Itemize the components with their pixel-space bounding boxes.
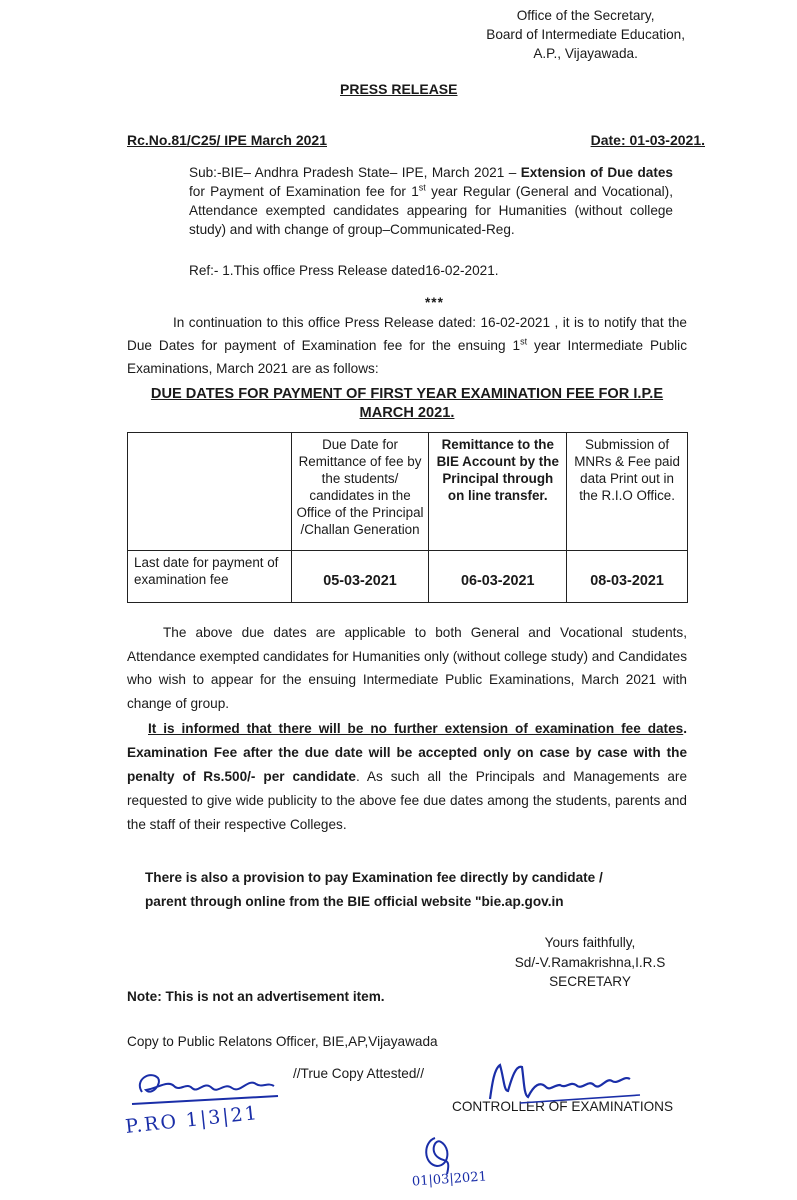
table-row-label: Last date for payment of examination fee: [128, 551, 292, 603]
copy-to: Copy to Public Relatons Officer, BIE,AP,Vijayawada: [127, 1034, 438, 1049]
online-payment-paragraph: There is also a provision to pay Examination fee directly by candidate / parent through online from the BIE official website "bie.ap.gov.in: [145, 870, 603, 909]
applicability-paragraph: [127, 621, 687, 715]
table-header-cell: Remittance to the BIE Account by the Principal through on line transfer.: [429, 433, 567, 551]
signature-line-1: Yours faithfully,: [544, 935, 636, 950]
intro-part-b: year Intermediate Public Examinations, March 2021 are as follows:: [127, 338, 687, 376]
signature-block: [500, 933, 680, 992]
penalty-notice: . Examination Fee after the due date will be accepted only on case by case with the penalty of Rs.500/- per candidate: [127, 721, 687, 784]
table-cell: 06-03-2021: [429, 551, 567, 603]
table-header-cell: Due Date for Remittance of fee by the students/ candidates in the Office of the Principal /Challan Generation: [291, 433, 429, 551]
subject-bold: Extension of Due dates: [520, 165, 673, 180]
table-row: [128, 551, 688, 603]
table-cell: 08-03-2021: [567, 551, 688, 603]
controller-title: CONTROLLER OF EXAMINATIONS: [452, 1099, 674, 1114]
office-line-3: A.P., Vijayawada.: [533, 46, 638, 61]
table-header-cell: [128, 433, 292, 551]
table-header-cell: Submission of MNRs & Fee paid data Print out in the R.I.O Office.: [567, 433, 688, 551]
intro-part-a: In continuation to this office Press Release dated: 16-02-2021 , it is to notify that the Due Dates for payment of Examination fee for the ensuing 1: [127, 315, 687, 353]
intro-paragraph: [127, 311, 687, 380]
reference-number: Rc.No.81/C25/ IPE March 2021: [127, 132, 327, 148]
table-cell: 05-03-2021: [291, 551, 429, 603]
table-header-row: [128, 433, 688, 551]
no-extension-paragraph: [127, 717, 687, 837]
subject-sup: st: [418, 182, 426, 193]
office-line-1: Office of the Secretary,: [516, 8, 655, 23]
signature-line-3: SECRETARY: [549, 974, 631, 989]
subject-rest: year Regular (General and Vocational), Attendance exempted candidates appearing for Humanities (without college study) and with change of group–Communicated-Reg.: [189, 184, 673, 237]
page-title: PRESS RELEASE: [340, 81, 458, 97]
intro-sup: st: [520, 336, 528, 347]
due-dates-table: [127, 432, 688, 603]
controller-signature: [480, 1055, 650, 1110]
note: Note: This is not an advertisement item.: [127, 989, 385, 1004]
handwritten-date-stamp: 01|03|2021: [411, 1169, 488, 1190]
table-heading: DUE DATES FOR PAYMENT OF FIRST YEAR EXAMINATION FEE FOR I.P.E MARCH 2021.: [150, 386, 664, 421]
office-address: [486, 6, 685, 63]
publicity-request: . As such all the Principals and Managements are requested to give wide publicity to the above fee due dates among the students, parents and the staff of their respective Colleges.: [127, 769, 688, 832]
applicability-text: The above due dates are applicable to both General and Vocational students, Attendance exempted candidates for Humanities only (without college study) and Candidates who wish to appear for the ensuing Intermediate Public Examinations, March 2021 with change of group.: [127, 625, 687, 711]
reference-line: Ref:- 1.This office Press Release dated16-02-2021.: [189, 263, 499, 278]
true-copy-attested: //True Copy Attested//: [293, 1066, 424, 1081]
subject-prefix: Sub:-BIE– Andhra Pradesh State– IPE, March 2021 –: [189, 165, 521, 180]
subject-block: [189, 163, 673, 239]
release-date: Date: 01-03-2021.: [590, 132, 705, 148]
no-extension-notice: It is informed that there will be no further extension of examination fee dates: [148, 721, 684, 736]
pro-signature: [128, 1062, 288, 1112]
handwritten-pro-date: P.RO 1|3|21: [124, 1102, 260, 1138]
signature-line-2: Sd/-V.Ramakrishna,I.R.S: [514, 954, 666, 970]
separator: ***: [425, 295, 444, 310]
subject-middle: for Payment of Examination fee for 1: [189, 184, 419, 199]
office-line-2: Board of Intermediate Education,: [486, 27, 685, 42]
